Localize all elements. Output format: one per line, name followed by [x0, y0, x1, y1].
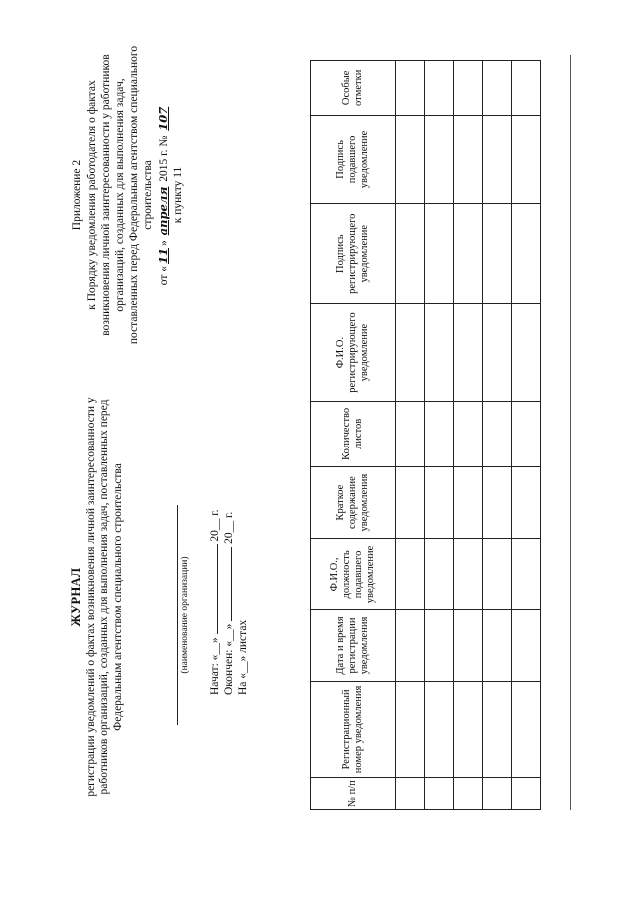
table-cell[interactable]	[483, 401, 512, 466]
table-cell[interactable]	[512, 61, 541, 116]
header-registrar-signature: Подпись регистрирующего уведомление	[311, 204, 396, 304]
header-reg-datetime: Дата и время регистрации уведомления	[311, 610, 396, 681]
table-cell[interactable]	[396, 304, 425, 402]
organization-name-caption: (наименование организации)	[177, 505, 190, 725]
table-cell[interactable]	[425, 681, 454, 778]
ended-row	[222, 435, 236, 695]
header-submitter-signature: Подпись подавшего уведомление	[311, 115, 396, 204]
appendix-body: к Порядку уведомления работодателя о фактах возникновения личной заинтересованности у работников организаций, созданных для выполнения задач, поставленных перед Федеральным агентством специального строительства	[86, 45, 154, 345]
table-cell[interactable]	[483, 204, 512, 304]
table-cell[interactable]	[425, 466, 454, 539]
table-cell[interactable]	[396, 610, 425, 681]
table-cell[interactable]	[425, 778, 454, 810]
table-cell[interactable]	[454, 778, 483, 810]
table-cell[interactable]	[425, 61, 454, 116]
table-row	[425, 61, 454, 810]
header-registrar: Ф.И.О. регистрирующего уведомление	[311, 304, 396, 402]
header-number: № п/п	[311, 778, 396, 810]
table-row	[454, 61, 483, 810]
journal-heading	[70, 397, 125, 797]
table-row	[396, 61, 425, 810]
appendix-block	[70, 45, 185, 345]
table-cell[interactable]	[396, 466, 425, 539]
table-cell[interactable]	[454, 610, 483, 681]
header-submitter: Ф.И.О., должность подавшего уведомление	[311, 539, 396, 610]
table-cell[interactable]	[425, 304, 454, 402]
table-cell[interactable]	[425, 610, 454, 681]
table-cell[interactable]	[454, 539, 483, 610]
table-cell[interactable]	[483, 681, 512, 778]
table-cell[interactable]	[483, 466, 512, 539]
journal-period	[208, 435, 250, 695]
table-cell[interactable]	[454, 204, 483, 304]
date-sep: »	[158, 237, 170, 246]
table-cell[interactable]	[512, 681, 541, 778]
table-cell[interactable]	[425, 539, 454, 610]
table-cell[interactable]	[425, 401, 454, 466]
started-label: Начат: «__»	[209, 637, 221, 695]
ended-fill-line	[231, 547, 232, 621]
table-cell[interactable]	[425, 204, 454, 304]
table-cell[interactable]	[454, 304, 483, 402]
appendix-date-line	[156, 45, 171, 345]
ended-year: 20__ г.	[223, 511, 235, 544]
journal-title: ЖУРНАЛ	[69, 567, 83, 627]
table-row	[512, 61, 541, 810]
table-cell[interactable]	[483, 61, 512, 116]
table-cell[interactable]	[512, 610, 541, 681]
table-cell[interactable]	[396, 204, 425, 304]
started-fill-line	[217, 544, 218, 634]
table-cell[interactable]	[512, 401, 541, 466]
journal-subtitle: регистрации уведомлений о фактах возникновения личной заинтересованности у работников организаций, созданных для выполнения задач, поставленных перед Федеральным агентством специального строительства	[84, 397, 124, 797]
started-year: 20__ г.	[209, 509, 221, 542]
table-cell[interactable]	[483, 610, 512, 681]
table-cell[interactable]	[512, 115, 541, 204]
table-cell[interactable]	[396, 401, 425, 466]
date-prefix: от «	[158, 265, 170, 286]
appendix-title: Приложение 2	[71, 159, 83, 231]
table-cell[interactable]	[396, 681, 425, 778]
header-sheet-count: Количество листов	[311, 401, 396, 466]
header-reg-number: Регистрационный номер уведомления	[311, 681, 396, 778]
table-cell[interactable]	[396, 778, 425, 810]
table-cell[interactable]	[425, 115, 454, 204]
journal-table	[310, 60, 541, 810]
date-month: апреля	[156, 186, 170, 236]
table-cell[interactable]	[512, 466, 541, 539]
date-day: 11	[156, 247, 170, 264]
table-cell[interactable]	[512, 778, 541, 810]
appendix-point: к пункту 11	[172, 166, 184, 224]
table-cell[interactable]	[483, 539, 512, 610]
date-year: 2015 г. №	[158, 132, 170, 185]
bottom-divider	[570, 55, 571, 810]
ended-label: Окончен: «__»	[223, 623, 235, 695]
table-cell[interactable]	[483, 115, 512, 204]
table-cell[interactable]	[512, 539, 541, 610]
sheets-row: На «__» листах	[237, 619, 249, 695]
table-cell[interactable]	[454, 681, 483, 778]
table-header-row	[311, 61, 396, 810]
table-row	[483, 61, 512, 810]
table-cell[interactable]	[396, 61, 425, 116]
started-row	[208, 435, 222, 695]
table-cell[interactable]	[454, 466, 483, 539]
order-number: 107	[156, 106, 170, 131]
table-cell[interactable]	[483, 778, 512, 810]
table-cell[interactable]	[454, 401, 483, 466]
table-cell[interactable]	[512, 204, 541, 304]
table-cell[interactable]	[396, 539, 425, 610]
table-cell[interactable]	[396, 115, 425, 204]
header-summary: Краткое содержание уведомления	[311, 466, 396, 539]
table-cell[interactable]	[483, 304, 512, 402]
table-cell[interactable]	[454, 61, 483, 116]
table-cell[interactable]	[454, 115, 483, 204]
header-special-notes: Особые отметки	[311, 61, 396, 116]
table-cell[interactable]	[512, 304, 541, 402]
